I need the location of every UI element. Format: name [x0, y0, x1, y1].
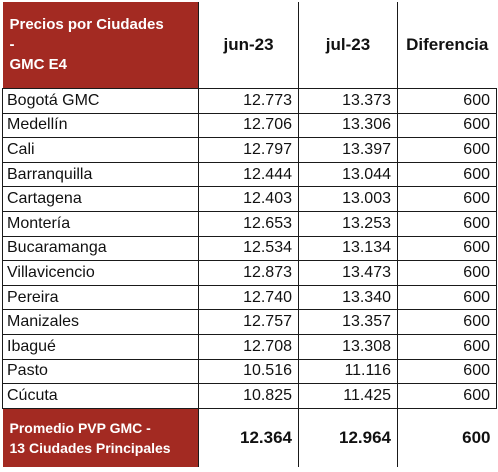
table-row [3, 285, 497, 310]
diff-value: 600 [398, 261, 497, 286]
city-cell: Ibagué [3, 334, 199, 359]
jun-column-header: jun-23 [199, 2, 299, 89]
city-cell: Cartagena [3, 187, 199, 212]
diff-value: 600 [398, 334, 497, 359]
city-cell: Cúcuta [3, 384, 199, 409]
jun-value: 12.708 [199, 334, 299, 359]
average-jul: 12.964 [299, 408, 398, 467]
table-row [3, 310, 497, 335]
table-row [3, 211, 497, 236]
city-cell: Montería [3, 211, 199, 236]
diff-value: 600 [398, 359, 497, 384]
jul-value: 13.373 [299, 89, 398, 114]
city-cell: Pereira [3, 285, 199, 310]
jul-value: 13.340 [299, 285, 398, 310]
jun-value: 12.873 [199, 261, 299, 286]
diff-value: 600 [398, 89, 497, 114]
jul-value: 13.003 [299, 187, 398, 212]
diff-value: 600 [398, 113, 497, 138]
jun-value: 12.773 [199, 89, 299, 114]
jun-value: 12.740 [199, 285, 299, 310]
average-jun: 12.364 [199, 408, 299, 467]
diff-value: 600 [398, 162, 497, 187]
diff-value: 600 [398, 384, 497, 409]
header-title-line2: - [9, 36, 15, 53]
table-row [3, 162, 497, 187]
jul-value: 13.044 [299, 162, 398, 187]
average-label [3, 408, 199, 467]
city-cell: Cali [3, 138, 199, 163]
table-row [3, 359, 497, 384]
city-cell: Medellín [3, 113, 199, 138]
price-table-container [2, 2, 496, 467]
jul-value: 13.306 [299, 113, 398, 138]
table-row [3, 334, 497, 359]
diff-value: 600 [398, 138, 497, 163]
jul-value: 11.425 [299, 384, 398, 409]
average-diff: 600 [462, 427, 491, 447]
city-cell: Barranquilla [3, 162, 199, 187]
diff-value: 600 [398, 310, 497, 335]
jul-value: 13.308 [299, 334, 398, 359]
jun-value: 12.403 [199, 187, 299, 212]
table-row [3, 113, 497, 138]
average-label-line2: 13 Ciudades Principales [9, 439, 171, 456]
jun-value: 10.825 [199, 384, 299, 409]
table-body [3, 89, 497, 409]
price-table [2, 2, 497, 467]
jun-value: 12.706 [199, 113, 299, 138]
diff-value: 600 [398, 211, 497, 236]
city-cell: Bucaramanga [3, 236, 199, 261]
jun-value: 12.757 [199, 310, 299, 335]
table-row [3, 236, 497, 261]
average-row [3, 408, 497, 467]
city-cell: Pasto [3, 359, 199, 384]
jun-value: 10.516 [199, 359, 299, 384]
header-row [3, 2, 497, 89]
jul-value: 13.473 [299, 261, 398, 286]
diff-column-header: Diferencia [406, 35, 489, 54]
jun-value: 12.534 [199, 236, 299, 261]
jul-value: 13.134 [299, 236, 398, 261]
jun-value: 12.444 [199, 162, 299, 187]
diff-value: 600 [398, 285, 497, 310]
jul-value: 11.116 [299, 359, 398, 384]
city-cell: Manizales [3, 310, 199, 335]
city-column-header [3, 2, 199, 89]
table-row [3, 138, 497, 163]
average-label-line1: Promedio PVP GMC - [9, 419, 151, 436]
diff-value: 600 [398, 187, 497, 212]
jun-value: 12.653 [199, 211, 299, 236]
jul-value: 13.357 [299, 310, 398, 335]
jul-value: 13.397 [299, 138, 398, 163]
jul-value: 13.253 [299, 211, 398, 236]
table-row [3, 89, 497, 114]
table-row [3, 384, 497, 409]
jul-column-header: jul-23 [299, 2, 398, 89]
city-cell: Bogotá GMC [3, 89, 199, 114]
header-title-line3: GMC E4 [9, 56, 68, 73]
jun-value: 12.797 [199, 138, 299, 163]
diff-value: 600 [398, 236, 497, 261]
table-row [3, 187, 497, 212]
header-title-line1: Precios por Ciudades [9, 16, 164, 33]
table-row [3, 261, 497, 286]
city-cell: Villavicencio [3, 261, 199, 286]
